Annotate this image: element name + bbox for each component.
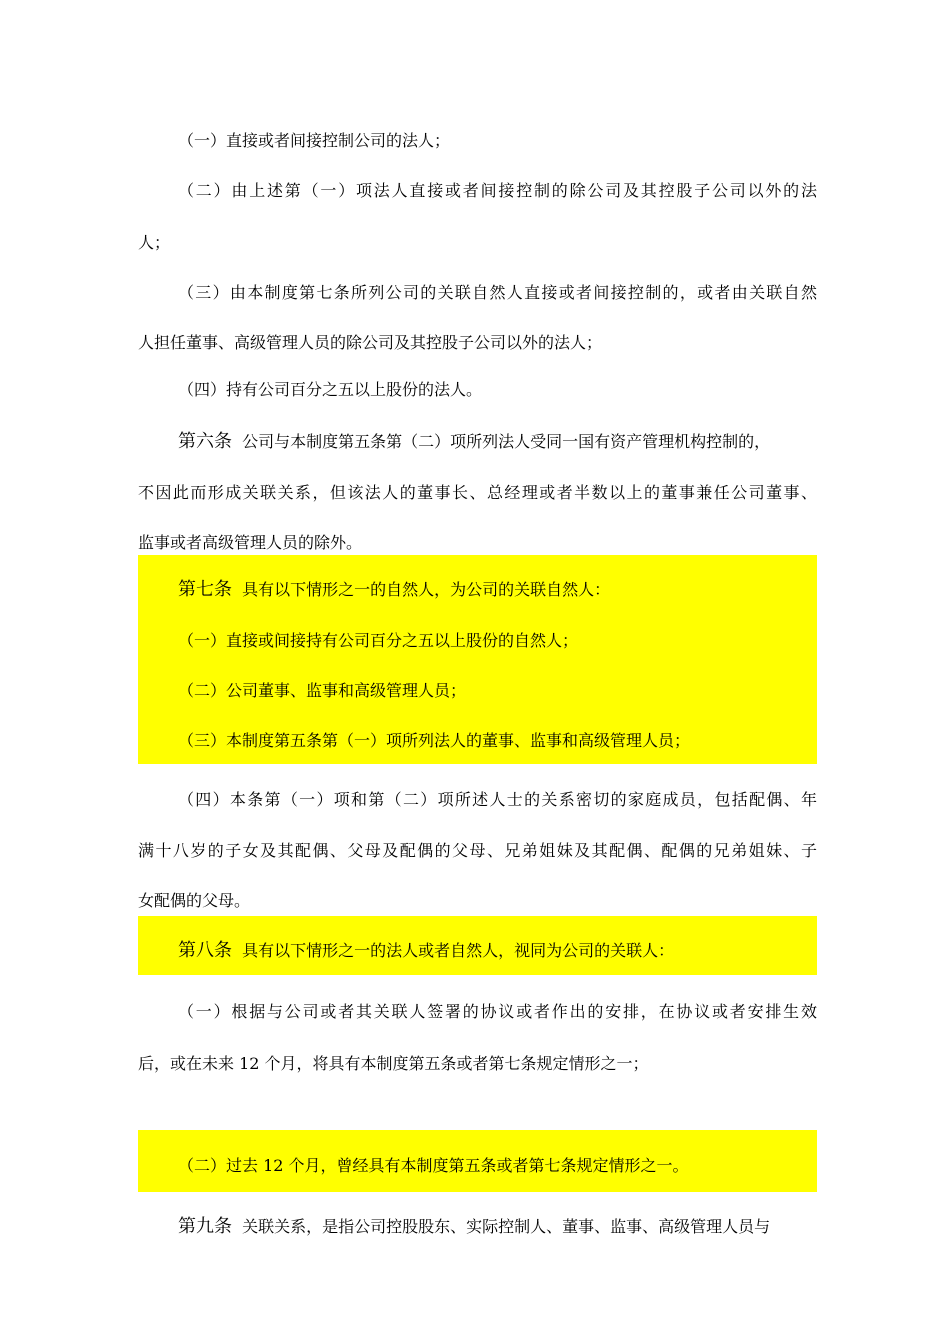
text-line: （三）由本制度第七条所列公司的关联自然人直接或者间接控制的，或者由关联自然	[178, 283, 817, 302]
text-line: 满十八岁的子女及其配偶、父母及配偶的父母、兄弟姐妹及其配偶、配偶的兄弟姐妹、子	[138, 841, 817, 860]
article-heading: 第八条	[178, 940, 232, 961]
text-line: 后，或在未来 12 个月，将具有本制度第五条或者第七条规定情形之一；	[138, 1054, 649, 1073]
article-8-line	[178, 941, 817, 961]
text-span: 具有以下情形之一的法人或者自然人，视同为公司的关联人：	[242, 941, 675, 960]
text-span: 公司与本制度第五条第（二）项所列法人受同一国有资产管理机构控制的，	[242, 432, 771, 451]
article-heading: 第九条	[178, 1216, 232, 1237]
text-span: 关联关系，是指公司控股股东、实际控制人、董事、监事、高级管理人员与	[242, 1217, 771, 1236]
text-line: （二）公司董事、监事和高级管理人员；	[178, 681, 467, 700]
text-line: 监事或者高级管理人员的除外。	[138, 533, 363, 552]
text-line: 人担任董事、高级管理人员的除公司及其控股子公司以外的法人；	[138, 333, 603, 352]
article-heading: 第七条	[178, 579, 232, 600]
article-heading: 第六条	[178, 431, 232, 452]
article-7-line	[178, 580, 817, 600]
text-line: 女配偶的父母。	[138, 891, 251, 910]
text-line: 人；	[138, 233, 171, 252]
text-span: 具有以下情形之一的自然人，为公司的关联自然人：	[242, 580, 611, 599]
text-line: （四）本条第（一）项和第（二）项所述人士的关系密切的家庭成员，包括配偶、年	[178, 790, 817, 809]
text-line: （三）本制度第五条第（一）项所列法人的董事、监事和高级管理人员；	[178, 731, 691, 750]
text-line: （一）根据与公司或者其关联人签署的协议或者作出的安排，在协议或者安排生效	[178, 1002, 817, 1021]
text-line: （四）持有公司百分之五以上股份的法人。	[178, 380, 483, 399]
article-6-line	[178, 432, 817, 452]
text-line: 不因此而形成关联关系，但该法人的董事长、总经理或者半数以上的董事兼任公司董事、	[138, 483, 817, 502]
text-line: （一）直接或间接持有公司百分之五以上股份的自然人；	[178, 631, 579, 650]
text-line: （二）由上述第（一）项法人直接或者间接控制的除公司及其控股子公司以外的法	[178, 181, 817, 200]
article-9-line	[178, 1217, 817, 1237]
text-line: （二）过去 12 个月，曾经具有本制度第五条或者第七条规定情形之一。	[178, 1156, 689, 1175]
text-line: （一）直接或者间接控制公司的法人；	[178, 131, 451, 150]
